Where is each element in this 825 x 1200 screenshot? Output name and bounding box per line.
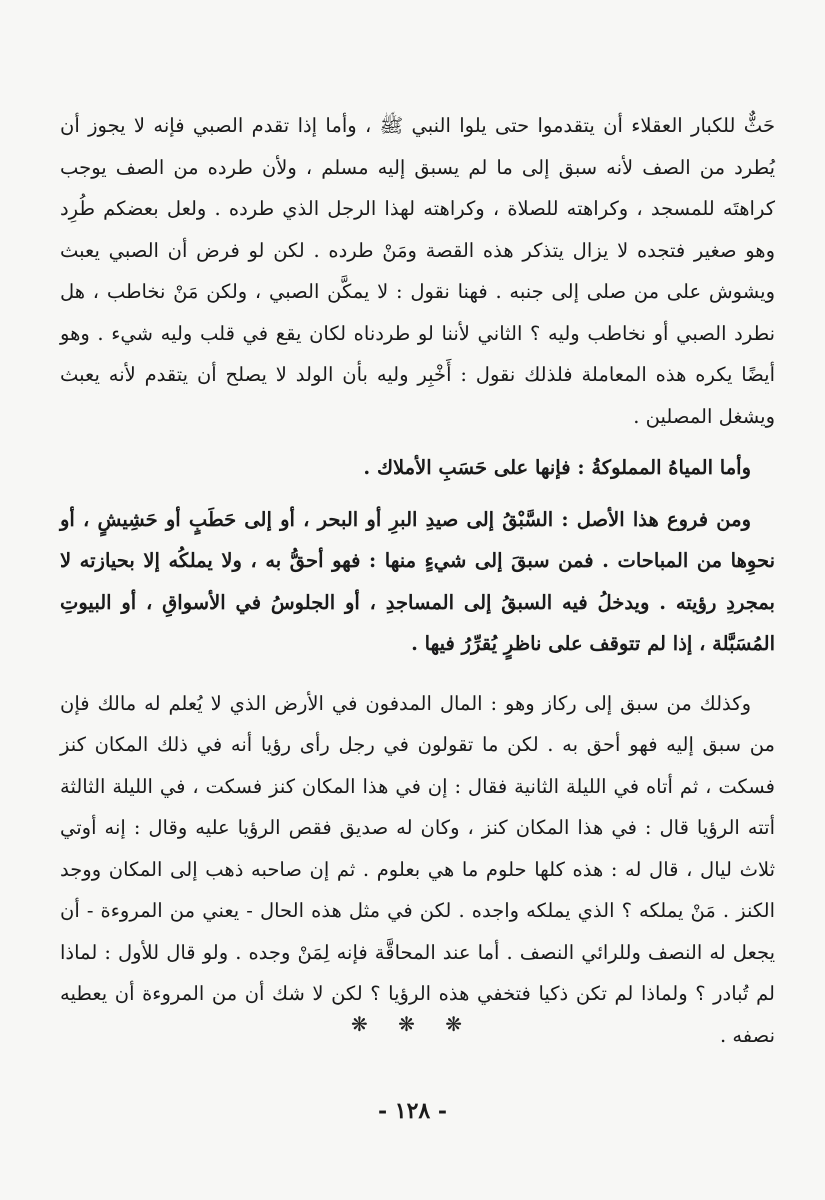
paragraph-commentary-1: حَثٌّ للكبار العقلاء أن يتقدموا حتى يلوا النبي ﷺ ، وأما إذا تقدم الصبي فإنه لا يجوز أن يُطرد من الصف لأنه سبق إلى ما لم يسبق إليه مسلم ، ولأن طرده من الصف يوجب كراهتَه للمسجد ، وكراهته للصلاة ، وكراهته لهذا الرجل الذي طرده . ولعل بعضكم طُرِد وهو صغير فتجده لا يزال يتذكر هذه القصة ومَنْ طرده . لكن لو فرض أن الصبي يعبث ويشوش على من صلى إلى جنبه . فهنا نقول : لا يمكَّن الصبي ، ولكن مَنْ نخاطب ، هل نطرد الصبي أو نخاطب وليه ؟ الثاني لأننا لو طردناه لكان يقع في قلب وليه شيء . وهو أيضًا يكره هذه المعاملة فلذلك نقول : أَخْبِر وليه بأن الولد لا يصلح أن يتقدم لأنه يعبث ويشغل المصلين .: [60, 114, 775, 428]
page-body: [60, 105, 775, 1056]
section-separator: ❋ ❋ ❋: [351, 1012, 474, 1036]
paragraph-commentary-rikaz: وكذلك من سبق إلى ركاز وهو : المال المدفون في الأرض الذي لا يُعلم له مالك فإن من سبق إليه فهو أحق به . لكن ما تقولون في رجل رأى رؤيا أنه في ذلك المكان كنز فسكت ، ثم أتاه في الليلة الثانية فقال : إن في هذا المكان كنز فسكت ، في الليلة الثالثة أتته الرؤيا قال : في هذا المكان كنز ، وكان له صديق فقص الرؤيا عليه وقال : إنه أوتي ثلاث ليال ، قال له : هذه كلها حلوم ما هي بعلوم . ثم إن صاحبه ذهب إلى المكان ووجد الكنز . مَنْ يملكه ؟ الذي يملكه واجده . لكن في مثل هذه الحال - يعني من المروءة - أن يجعل له النصف وللرائي النصف . أما عند المحاقَّة فإنه لِمَنْ وجده . ولو قال للأول : لماذا لم تُبادر ؟ ولماذا لم تكن ذكيا فتخفي هذه الرؤيا ؟ لكن لا شك أن من المروءة أن يعطيه نصفه .: [60, 691, 775, 1047]
page-number: - ١٢٨ -: [377, 1098, 448, 1124]
paragraph-branches-of-principle: ومن فروع هذا الأصل : السَّبْقُ إلى صيدِ البرِ أو البحر ، أو إلى حَطَبٍ أو حَشِيشٍ ، أو نحوِها من المباحات . فمن سبقَ إلى شيءٍ منها : فهو أحقُّ به ، ولا يملكُه إلا بحيازته لا بمجردِ رؤيته . ويدخلُ فيه السبقُ إلى المساجدِ ، أو الجلوسُ في الأسواقِ ، أو البيوتِ المُسَبَّلة ، إذا لم تتوقف على ناظرٍ يُقرِّرُ فيها .: [60, 507, 775, 655]
paragraph-owned-waters: وأما المياهُ المملوكةُ : فإنها على حَسَبِ الأملاك .: [363, 456, 751, 479]
